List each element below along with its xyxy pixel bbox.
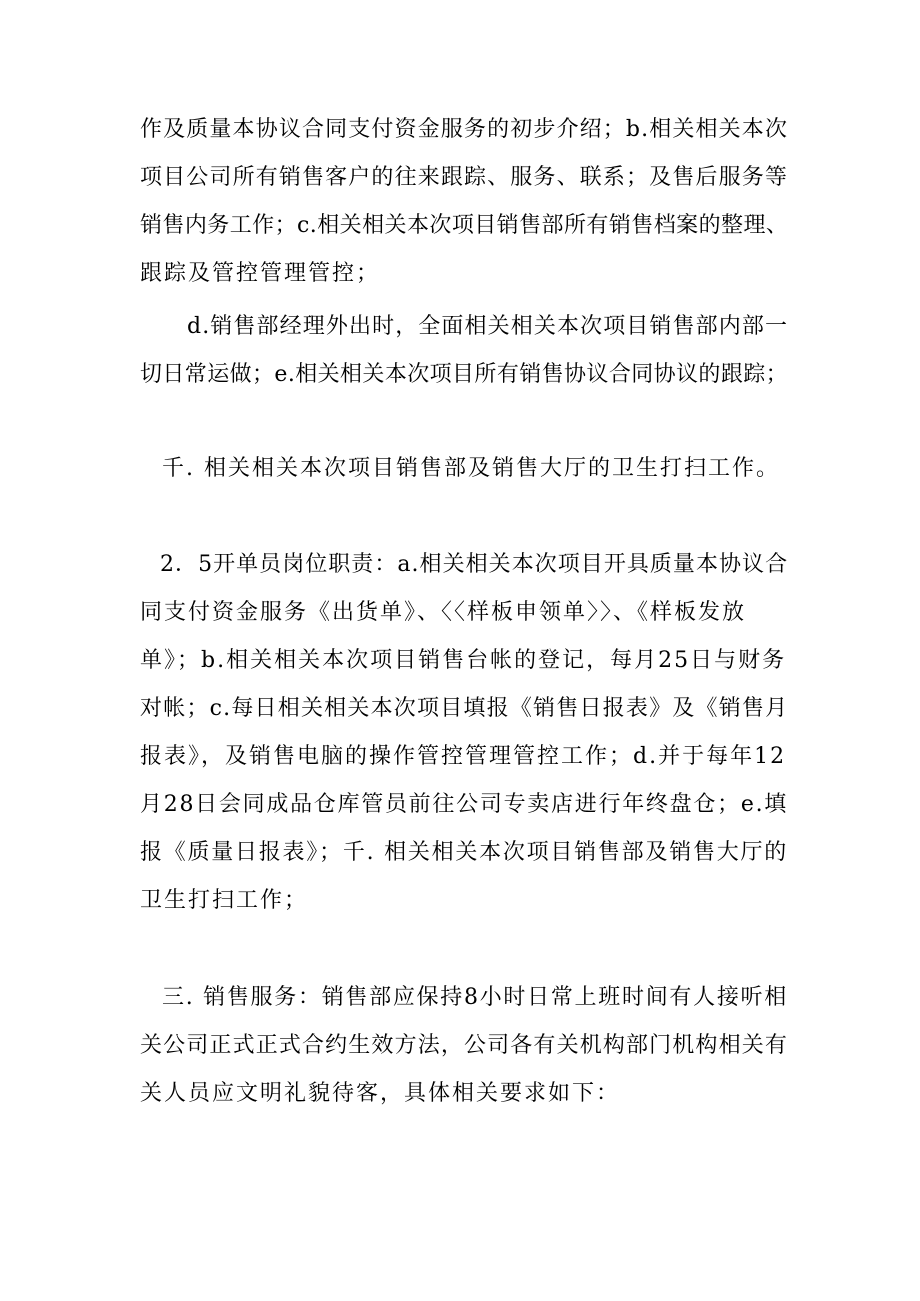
text-line: d.销售部经理外出时，全面相关相关本次项目销售部内部一: [187, 314, 789, 339]
text-line: 作及质量本协议合同支付资金服务的初步介绍；b.相关相关本次: [140, 117, 789, 142]
text-line: 月28日会同成品仓库管员前往公司专卖店进行年终盘仓；e.填: [140, 792, 789, 817]
text-line: 项目公司所有销售客户的往来跟踪、服务、联系；及售后服务等: [140, 165, 789, 190]
text-line: 卫生打扫工作；: [140, 888, 309, 913]
text-line: 同支付资金服务《出货单》、〈〈样板申领单〉〉、《样板发放: [140, 600, 747, 625]
text-line: 三. 销售服务：销售部应保持8小时日常上班时间有人接听相: [162, 985, 788, 1010]
text-line: 关人员应文明礼貌待客，具体相关要求如下：: [140, 1081, 621, 1106]
text-line: 千. 相关相关本次项目销售部及销售大厅的卫生打扫工作。: [162, 456, 780, 481]
text-line: 2．5开单员岗位职责：a.相关相关本次项目开具质量本协议合: [160, 552, 789, 577]
text-line: 销售内务工作；c.相关相关本次项目销售部所有销售档案的整理、: [140, 213, 789, 238]
text-line: 跟踪及管控管理管控；: [140, 261, 381, 286]
text-line: 对帐；c.每日相关相关本次项目填报《销售日报表》及《销售月: [140, 696, 789, 721]
text-line: 切日常运做；e.相关相关本次项目所有销售协议合同协议的跟踪；: [140, 362, 789, 387]
text-line: 报《质量日报表》；千. 相关相关本次项目销售部及销售大厅的: [140, 840, 788, 865]
text-line: 报表》，及销售电脑的操作管控管理管控工作；d.并于每年12: [140, 744, 787, 769]
text-line: 关公司正式正式合约生效方法，公司各有关机构部门机构相关有: [140, 1033, 789, 1058]
text-line: 单》；b.相关相关本次项目销售台帐的登记，每月25日与财务: [140, 648, 787, 673]
